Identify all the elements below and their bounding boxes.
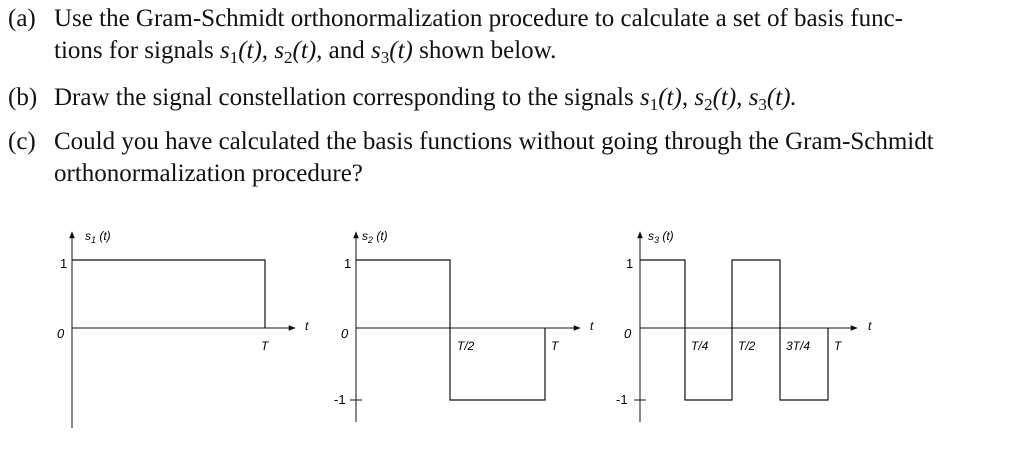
signal-s1-ref: $s_1(t)$, — [219, 37, 269, 67]
y-tick-1: 1 — [626, 256, 634, 271]
y-tick-0: 0 — [341, 326, 349, 341]
tick-T: T — [834, 339, 842, 353]
plot-title: $s_1$ (t) — [85, 229, 111, 245]
signal-s3-ref: $s_3(t)$ — [371, 37, 413, 67]
signal-s2-ref: $s_2(t)$, — [694, 84, 743, 114]
question-c-line1: Could you have calculated the basis functions without going through the Gram-Schmidt — [54, 128, 934, 155]
waveform-s2 — [356, 260, 545, 400]
y-tick-minus1: -1 — [334, 392, 346, 407]
y-tick-1: 1 — [344, 256, 352, 271]
question-a-line1: Use the Gram-Schmidt orthonormalization procedure to calculate a set of basis func- — [54, 5, 904, 32]
signal-s1-ref: $s_1(t)$, — [640, 84, 689, 114]
plot-title: $s_3$ (t) — [648, 229, 674, 245]
t-axis-label: t — [305, 319, 309, 333]
tick-T-quarter: T/4 — [691, 339, 709, 353]
y-tick-0: 0 — [57, 326, 65, 341]
y-tick-0: 0 — [624, 326, 632, 341]
signal-s3-ref: $s_3(t)$. — [748, 84, 797, 114]
t-axis-label: t — [590, 319, 594, 333]
tick-T-half: T/2 — [457, 339, 475, 353]
tick-3T-quarter: 3T/4 — [786, 339, 811, 353]
question-c-label: (c) — [8, 128, 36, 155]
question-c-line2: orthonormalization procedure? — [54, 160, 363, 187]
question-a-line2-text: tions for signals — [54, 37, 220, 64]
tick-T-half: T/2 — [738, 339, 756, 353]
waveform-s1 — [72, 260, 265, 328]
signal-s2-ref: $s_2(t)$, — [274, 37, 323, 67]
waveform-s3 — [640, 260, 828, 400]
plot-s3 — [616, 229, 872, 422]
y-tick-minus1: -1 — [616, 392, 628, 407]
question-b-text: Draw the signal constellation corresponding to the signals — [54, 84, 640, 111]
tick-T: T — [551, 339, 559, 353]
question-a-label: (a) — [8, 5, 36, 32]
question-a-line2-end: shown below. — [419, 37, 557, 64]
question-b-label: (b) — [8, 84, 38, 111]
plot-s1 — [57, 229, 309, 428]
plot-s2 — [334, 229, 594, 422]
y-tick-1: 1 — [60, 256, 68, 271]
t-axis-label: t — [868, 319, 872, 333]
conjunction: and — [328, 37, 365, 64]
plot-title: $s_2$ (t) — [362, 229, 388, 245]
tick-T: T — [261, 339, 269, 353]
